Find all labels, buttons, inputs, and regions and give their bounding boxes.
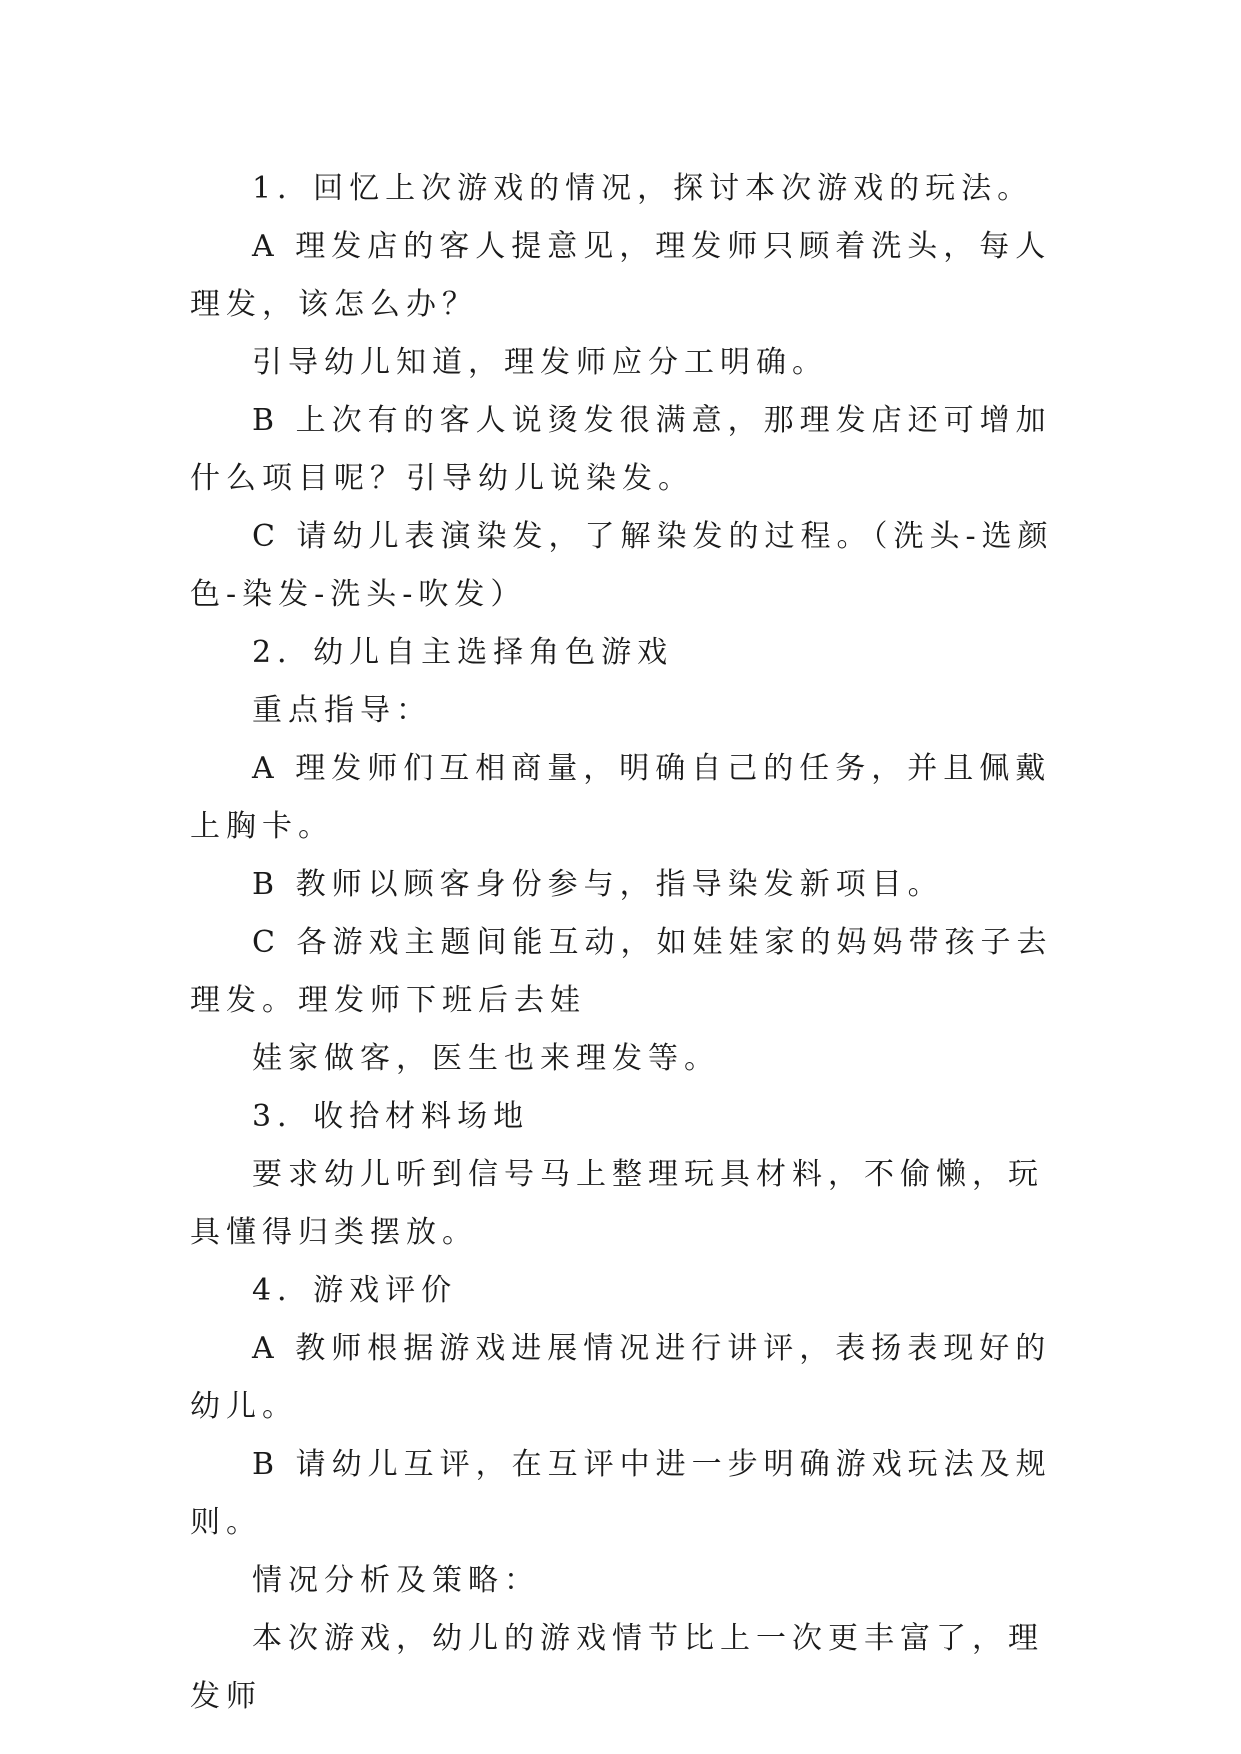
- paragraph-guidance-division: 引导幼儿知道，理发师应分工明确。: [252, 345, 828, 380]
- paragraph-point-a-teacher-review: A 教师根据游戏进展情况进行讲评，表扬表现好的幼儿。: [190, 1331, 1052, 1424]
- paragraph-point-b-new-service: B 上次有的客人说烫发很满意，那理发店还可增加什么项目呢？引导幼儿说染发。: [190, 403, 1052, 496]
- paragraph-step-2-heading: 2．幼儿自主选择角色游戏: [252, 635, 674, 670]
- document-body: [190, 160, 1070, 1726]
- paragraph-point-a-badges: A 理发师们互相商量，明确自己的任务，并且佩戴上胸卡。: [190, 751, 1052, 844]
- paragraph-point-c-interaction: C 各游戏主题间能互动，如娃娃家的妈妈带孩子去理发。理发师下班后去娃: [190, 925, 1053, 1018]
- paragraph-analysis-text: 本次游戏，幼儿的游戏情节比上一次更丰富了，理发师: [190, 1621, 1044, 1714]
- paragraph-analysis-heading: 情况分析及策略：: [252, 1563, 540, 1598]
- paragraph-step-4-heading: 4．游戏评价: [252, 1273, 458, 1308]
- paragraph-interaction-continued: 娃家做客，医生也来理发等。: [252, 1041, 720, 1076]
- paragraph-point-a-complaint: A 理发店的客人提意见，理发师只顾着洗头，每人理发，该怎么办？: [190, 229, 1052, 322]
- paragraph-tidy-up-requirement: 要求幼儿听到信号马上整理玩具材料，不偷懒，玩具懂得归类摆放。: [190, 1157, 1044, 1250]
- paragraph-point-c-dye-process: C 请幼儿表演染发，了解染发的过程。（洗头-选颜色-染发-洗头-吹发）: [190, 519, 1054, 612]
- paragraph-key-guidance-label: 重点指导：: [252, 693, 432, 728]
- paragraph-point-b-teacher-role: B 教师以顾客身份参与，指导染发新项目。: [252, 867, 944, 902]
- paragraph-step-3-heading: 3．收拾材料场地: [252, 1099, 530, 1134]
- paragraph-point-b-peer-review: B 请幼儿互评，在互评中进一步明确游戏玩法及规则。: [190, 1447, 1052, 1540]
- paragraph-step-1-heading: 1．回忆上次游戏的情况，探讨本次游戏的玩法。: [252, 171, 1034, 206]
